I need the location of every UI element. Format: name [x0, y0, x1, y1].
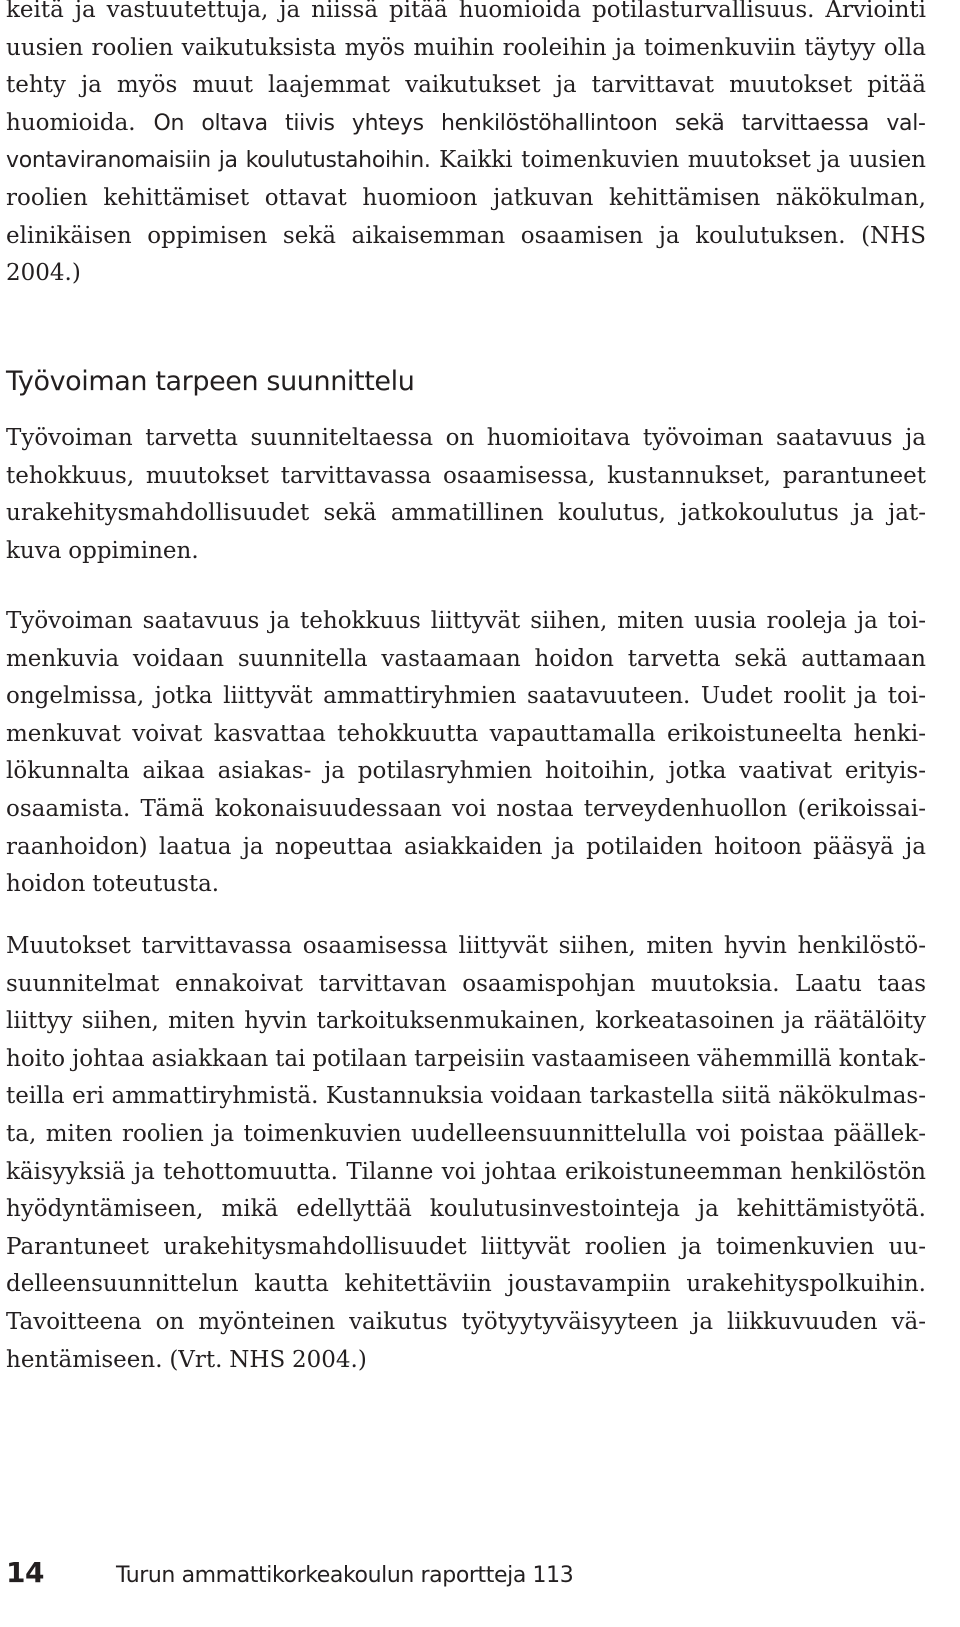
series-title: Turun ammattikorkeakoulun raportteja 113: [116, 1563, 574, 1588]
body-paragraph-3: Muutokset tarvittavassa osaamisessa liittyvät siihen, miten hyvin henkilöstösuunnitelmat ennakoivat tarvittavan osaamispohjan muutoksia. Laatu taas liittyy siihen, miten hyvin tarkoituksenmukainen, korkeatasoinen ja räätälöity hoito johtaa asiakkaan tai potilaan tarpeisiin vastaamiseen vähemmillä kontakteilla eri ammattiryhmistä. Kustannuksia voidaan tarkastella siitä näkökulmasta, miten roolien ja toimenkuvien uudelleensuunnittelulla voi poistaa päällekkäisyyksiä ja tehottomuutta. Tilanne voi johtaa erikoistuneemman henkilöstön hyödyntämiseen, mikä edellyttää koulutusinvestointeja ja kehittämistyötä. Parantuneet urakehitysmahdollisuudet liittyvät roolien ja toimenkuvien uudelleensuunnittelun kautta kehitettäviin joustavampiin urakehityspolkuihin. Tavoitteena on myönteinen vaikutus työtyytyväisyyteen ja liikkuvuuden vähentämiseen. (Vrt. NHS 2004.): [6, 933, 926, 1373]
intro-text-1: keitä ja vastuutettuja, ja niissä pitää huomioida potilasturvallisuus. Arviointi uusien roolien vaikutuksista myös muihin rooleihin ja toimenkuviin täytyy olla tehty ja myös muut laajemmat vaikutukset ja tarvittavat muutokset pitää huomioida.: [6, 0, 926, 136]
intro-text-3: Kaikki toimenkuvien muutokset ja uusien roolien kehittämiset ottavat huomioon jatkuvan kehittämisen näkökulman, elinikäisen oppimisen sekä aikaisemman osaamisen ja koulutuksen. (NHS 2004.): [6, 147, 926, 287]
page-number: 14: [6, 1556, 44, 1589]
intro-text-2: On oltava tiivis yhteys henkilöstöhallintoon sekä tarvittaessa valvontaviranomaisiin ja koulutustahoihin.: [6, 110, 926, 174]
body-paragraph-1: Työvoiman tarvetta suunniteltaessa on huomioitava työvoiman saatavuus ja tehokkuus, muutokset tarvittavassa osaamisessa, kustannukset, parantuneet urakehitysmahdollisuudet sekä ammatillinen koulutus, jatkokoulutus ja jatkuva oppiminen.: [6, 425, 926, 564]
intro-paragraph: [6, 0, 926, 293]
page-footer: [6, 1556, 573, 1600]
body-paragraph-2: Työvoiman saatavuus ja tehokkuus liittyvät siihen, miten uusia rooleja ja toimenkuvia voidaan suunnitella vastaamaan hoidon tarvetta sekä auttamaan ongelmissa, jotka liittyvät ammattiryhmien saatavuuteen. Uudet roolit ja toimenkuvat voivat kasvattaa tehokkuutta vapauttamalla erikoistuneelta henkilökunnalta aikaa asiakas- ja potilasryhmien hoitoihin, jotka vaativat erityisosaamista. Tämä kokonaisuudessaan voi nostaa terveydenhuollon (erikoissairaanhoidon) laatua ja nopeuttaa asiakkaiden ja potilaiden hoitoon pääsyä ja hoidon toteutusta.: [6, 608, 926, 898]
section-heading: Työvoiman tarpeen suunnittelu: [6, 366, 415, 397]
